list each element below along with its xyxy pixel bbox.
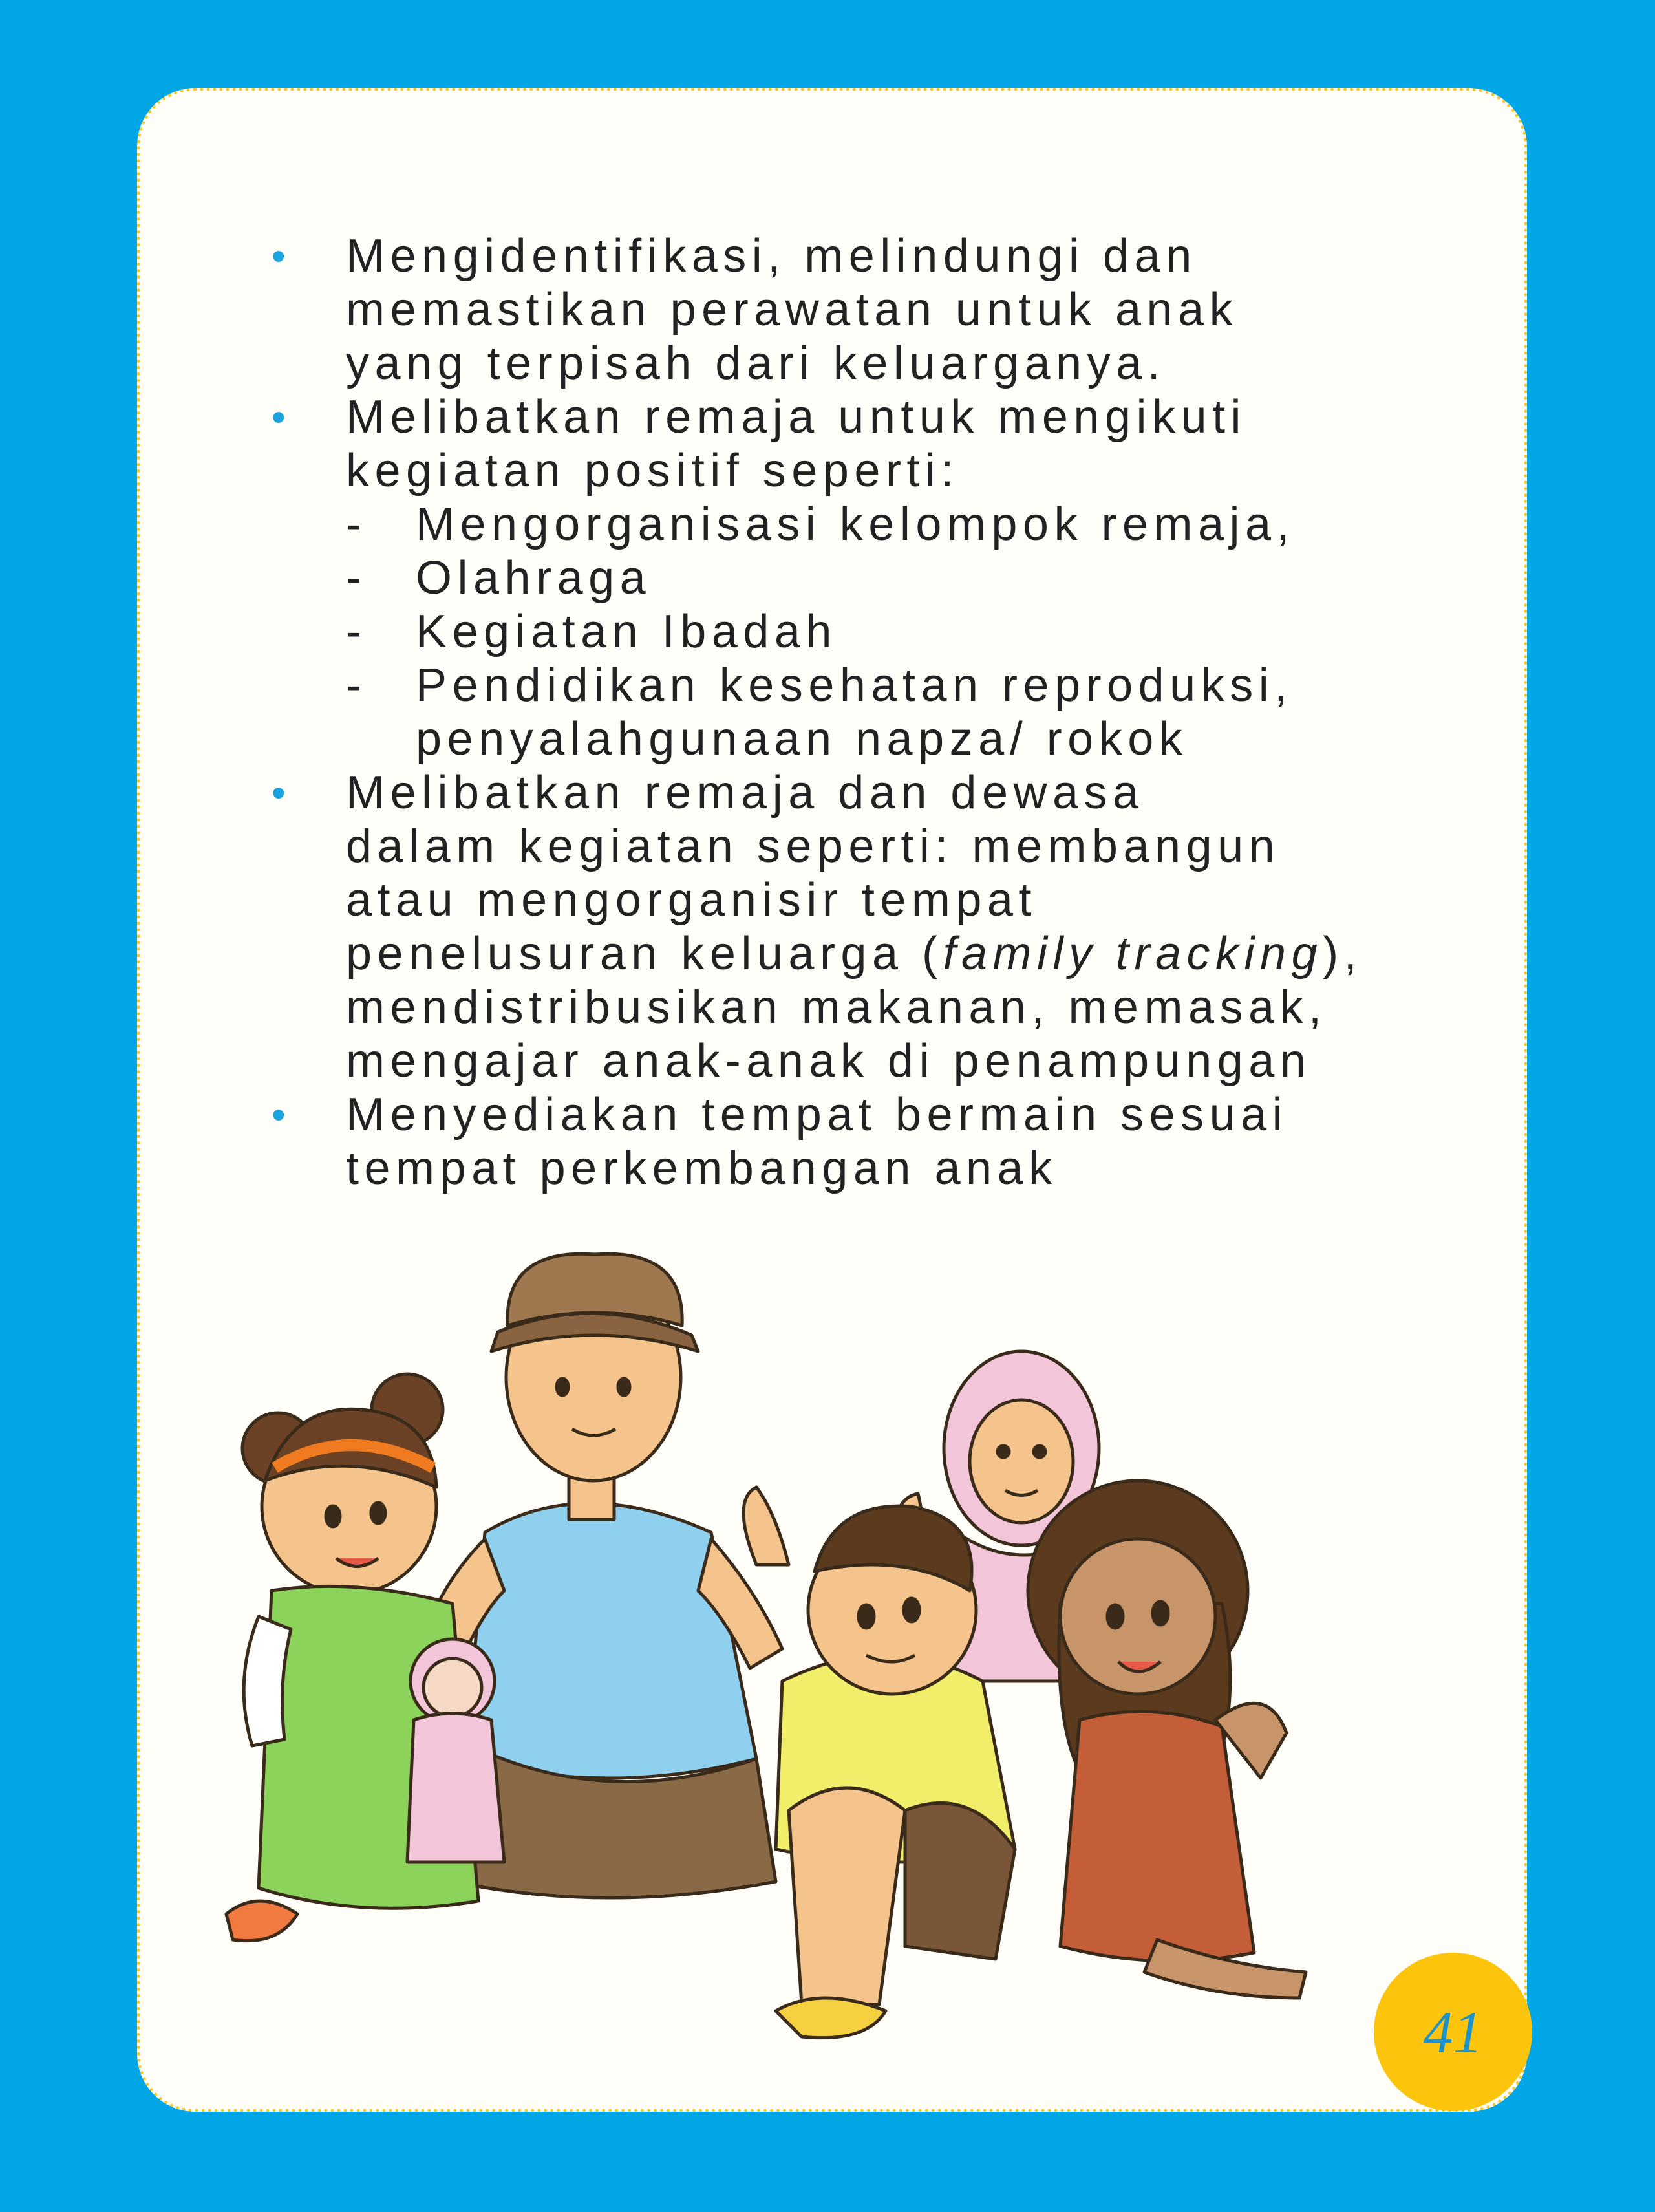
bullet-item — [272, 391, 1500, 766]
sub-list-item — [346, 605, 1500, 659]
text-line: penyalahgunaan napza/ rokok — [416, 713, 1188, 765]
text-line: • Melibatkan remaja dan dewasa — [346, 767, 1144, 819]
text-line: • Mengidentifikasi, melindungi dan — [346, 230, 1197, 282]
children-group-illustration — [220, 1229, 1371, 2082]
sub-list-item — [346, 552, 1500, 605]
text-line-family-tracking — [346, 927, 1500, 981]
text-fragment: ), — [1323, 928, 1363, 980]
bullet-item — [272, 1088, 1500, 1196]
text-line: atau mengorganisir tempat — [346, 874, 1037, 926]
italic-term: family tracking — [943, 928, 1323, 980]
text-line: mengajar anak-anak di penampungan — [346, 1035, 1312, 1087]
text-fragment: penelusuran keluarga ( — [346, 928, 943, 980]
sub-list-item — [346, 498, 1500, 552]
text-line: yang terpisah dari keluarganya. — [346, 338, 1166, 389]
sub-list — [346, 498, 1500, 766]
text-line: - Olahraga — [416, 552, 652, 604]
text-line: • Menyediakan tempat bermain sesuai — [346, 1089, 1288, 1141]
text-line: tempat perkembangan anak — [346, 1143, 1058, 1194]
text-line: mendistribusikan makanan, memasak, — [346, 982, 1327, 1033]
text-line: - Kegiatan Ibadah — [416, 606, 837, 658]
text-line: dalam kegiatan seperti: membangun — [346, 821, 1281, 872]
bullet-list — [272, 230, 1500, 1196]
text-line: - Pendidikan kesehatan reproduksi, — [416, 660, 1293, 711]
text-line: - Mengorganisasi kelompok remaja, — [416, 499, 1296, 550]
bullet-list-container — [272, 230, 1500, 1196]
text-line: kegiatan positif seperti: — [346, 445, 959, 497]
bullet-item — [272, 766, 1500, 1088]
text-line: • Melibatkan remaja untuk mengikuti — [346, 391, 1247, 443]
bullet-item — [272, 230, 1500, 391]
page-number-badge — [1374, 1953, 1532, 2111]
sub-list-item — [346, 659, 1500, 766]
text-line: memastikan perawatan untuk anak — [346, 284, 1239, 336]
page-number: 41 — [1423, 1999, 1483, 2065]
